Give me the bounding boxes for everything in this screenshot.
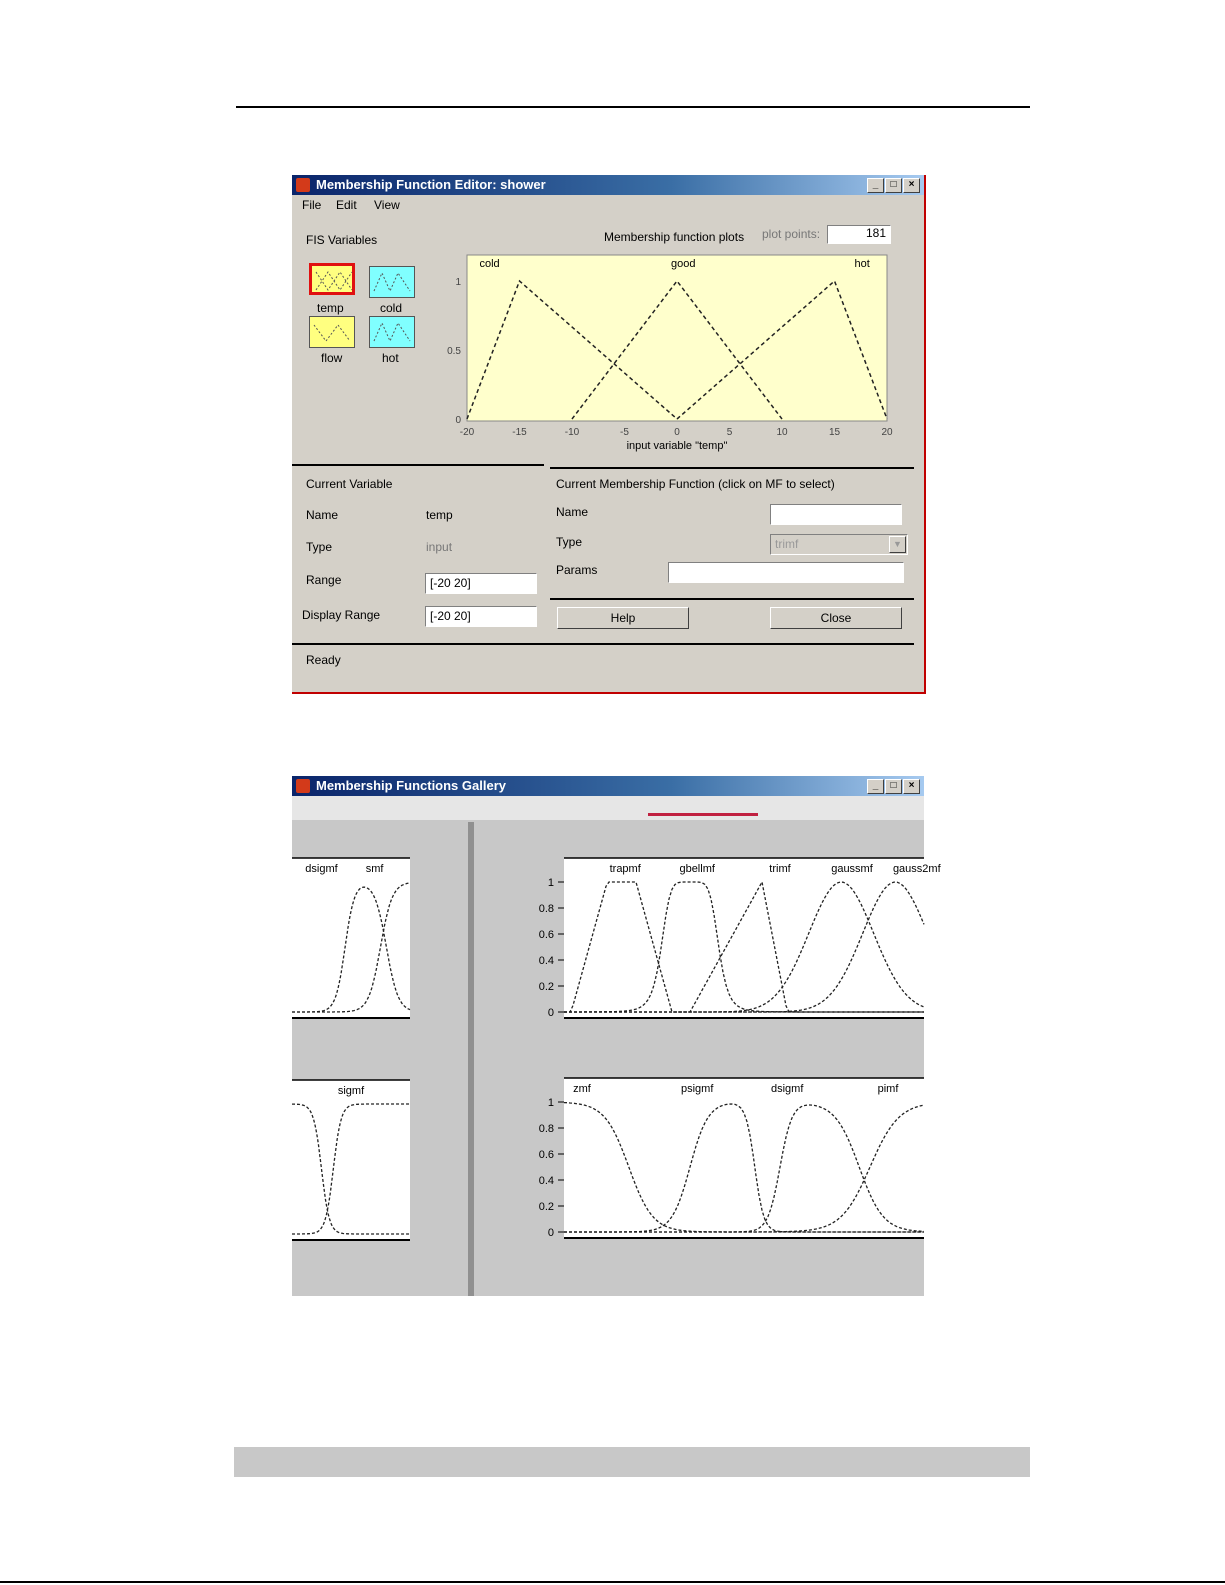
variable-label-cold: cold — [380, 301, 403, 315]
gallery-plot-right-bottom — [522, 1076, 924, 1242]
gallery-mf-label: psigmf — [680, 1083, 714, 1095]
footer-rule — [0, 1581, 1225, 1583]
mf-plot[interactable] — [432, 247, 902, 467]
mf-thumbnail-icon — [374, 271, 410, 293]
plot-area — [467, 255, 887, 421]
plot-points-label: plot points: — [762, 227, 821, 241]
gallery-mf-label: zmf — [573, 1083, 591, 1095]
mf-editor-window — [292, 175, 926, 694]
mf-name-field[interactable] — [770, 504, 902, 525]
header-rule — [236, 106, 1030, 108]
y-tick-label: 0.2 — [538, 1201, 554, 1213]
cv-display-range-label: Display Range — [302, 608, 381, 622]
cv-range-label: Range — [306, 573, 342, 587]
variable-label-temp: temp — [317, 301, 344, 315]
y-tick-label: 0.8 — [538, 1123, 554, 1135]
mf-thumbnail-icon — [316, 270, 352, 292]
matlab-icon — [296, 178, 310, 192]
gallery-plot-left-bottom — [292, 1078, 468, 1250]
divider — [550, 598, 914, 600]
gallery-plot-right-top — [522, 856, 941, 1022]
variable-box-hot[interactable] — [369, 316, 415, 348]
mf-type-label: Type — [556, 535, 583, 549]
divider — [292, 464, 544, 466]
title-bar — [292, 175, 924, 195]
mf-type-value: trimf — [775, 537, 799, 551]
fis-variables-label: FIS Variables — [306, 233, 378, 247]
help-button[interactable]: Help — [557, 607, 689, 629]
mf-gallery-window — [292, 776, 941, 1296]
gallery-mf-label: trapmf — [609, 863, 641, 875]
variable-label-hot: hot — [382, 351, 399, 365]
x-tick-label: -20 — [459, 427, 475, 438]
minimize-button[interactable]: _ — [867, 779, 884, 794]
title-bar — [292, 776, 924, 796]
gallery-mf-label: pimf — [877, 1083, 899, 1095]
close-button[interactable]: Close — [770, 607, 902, 629]
mf-label-hot: hot — [854, 258, 870, 270]
x-tick-label: -5 — [620, 427, 629, 438]
plot-points-field[interactable]: 181 — [827, 225, 891, 244]
display-range-field[interactable]: [-20 20] — [425, 606, 537, 627]
y-tick-label: 0.6 — [538, 1149, 554, 1161]
mf-thumbnail-icon — [374, 321, 410, 343]
menu-edit[interactable]: Edit — [336, 198, 357, 212]
x-tick-label: 0 — [674, 427, 680, 438]
status-bar: Ready — [306, 653, 341, 667]
gallery-mf-label: sigmf — [337, 1085, 365, 1097]
window-title: Membership Function Editor: shower — [316, 177, 546, 192]
current-variable-title: Current Variable — [306, 477, 393, 491]
menu-file[interactable]: File — [302, 198, 322, 212]
toolbar-highlight — [648, 813, 758, 816]
gallery-mf-label: dsigmf — [305, 863, 338, 875]
y-tick-label: 0.5 — [447, 346, 461, 357]
plot-header: Membership function plots — [604, 230, 745, 244]
close-window-button[interactable]: × — [903, 779, 920, 794]
gallery-mf-label: dsigmf — [770, 1083, 804, 1095]
gallery-mf-label: smf — [365, 863, 384, 875]
variable-box-flow[interactable] — [309, 316, 355, 348]
maximize-button[interactable]: □ — [885, 178, 902, 193]
plot-area — [564, 1078, 924, 1238]
x-tick-label: 5 — [726, 427, 733, 438]
x-tick-label: 15 — [828, 427, 841, 438]
splitter[interactable] — [468, 822, 474, 1296]
cv-type-label: Type — [306, 540, 333, 554]
footer-bar — [234, 1447, 1030, 1477]
y-tick-label: 0.6 — [538, 929, 554, 941]
matlab-icon — [296, 779, 310, 793]
y-tick-label: 0 — [455, 415, 461, 426]
variable-box-temp[interactable] — [309, 263, 355, 295]
x-tick-label: -15 — [512, 427, 527, 438]
menu-view[interactable]: View — [374, 198, 400, 212]
mf-thumbnail-icon — [314, 321, 350, 343]
mf-params-label: Params — [556, 563, 598, 577]
toolbar — [292, 796, 924, 820]
maximize-button[interactable]: □ — [885, 779, 902, 794]
divider — [292, 643, 914, 645]
mf-label-good: good — [671, 258, 696, 270]
close-window-button[interactable]: × — [903, 178, 920, 193]
mf-label-cold: cold — [479, 258, 500, 270]
range-field[interactable]: [-20 20] — [425, 573, 537, 594]
gallery-mf-label: gbellmf — [679, 863, 715, 875]
x-tick-label: -10 — [564, 427, 580, 438]
current-mf-title: Current Membership Function (click on MF to select) — [556, 477, 835, 491]
gallery-mf-label: trimf — [769, 863, 791, 875]
x-tick-label: 20 — [881, 427, 893, 438]
mf-name-label: Name — [556, 505, 589, 519]
x-axis-label: input variable "temp" — [626, 440, 728, 452]
gallery-plot-left-top — [292, 856, 412, 1022]
variable-box-cold[interactable] — [369, 266, 415, 298]
menu-bar — [292, 195, 924, 215]
cv-type-value: input — [426, 540, 453, 554]
y-tick-label: 1 — [547, 877, 554, 889]
y-tick-label: 1 — [547, 1097, 554, 1109]
gallery-mf-label: gaussmf — [831, 863, 873, 875]
variable-label-flow: flow — [321, 351, 343, 365]
y-tick-label: 0.8 — [538, 903, 554, 915]
window-title: Membership Functions Gallery — [316, 778, 506, 793]
cv-name-value: temp — [426, 508, 453, 522]
x-tick-label: 10 — [776, 427, 788, 438]
divider — [550, 467, 914, 469]
y-tick-label: 0 — [547, 1227, 554, 1239]
plot-area — [292, 858, 410, 1018]
chevron-down-icon[interactable]: ▼ — [889, 536, 906, 553]
cv-name-label: Name — [306, 508, 339, 522]
minimize-button[interactable]: _ — [867, 178, 884, 193]
y-tick-label: 0.4 — [538, 955, 554, 967]
y-tick-label: 1 — [455, 277, 461, 288]
y-tick-label: 0 — [547, 1007, 554, 1019]
mf-params-field[interactable] — [668, 562, 904, 583]
mf-type-select[interactable] — [770, 534, 908, 555]
y-tick-label: 0.2 — [538, 981, 554, 993]
y-tick-label: 0.4 — [538, 1175, 554, 1187]
gallery-mf-label: gauss2mf — [892, 863, 941, 875]
